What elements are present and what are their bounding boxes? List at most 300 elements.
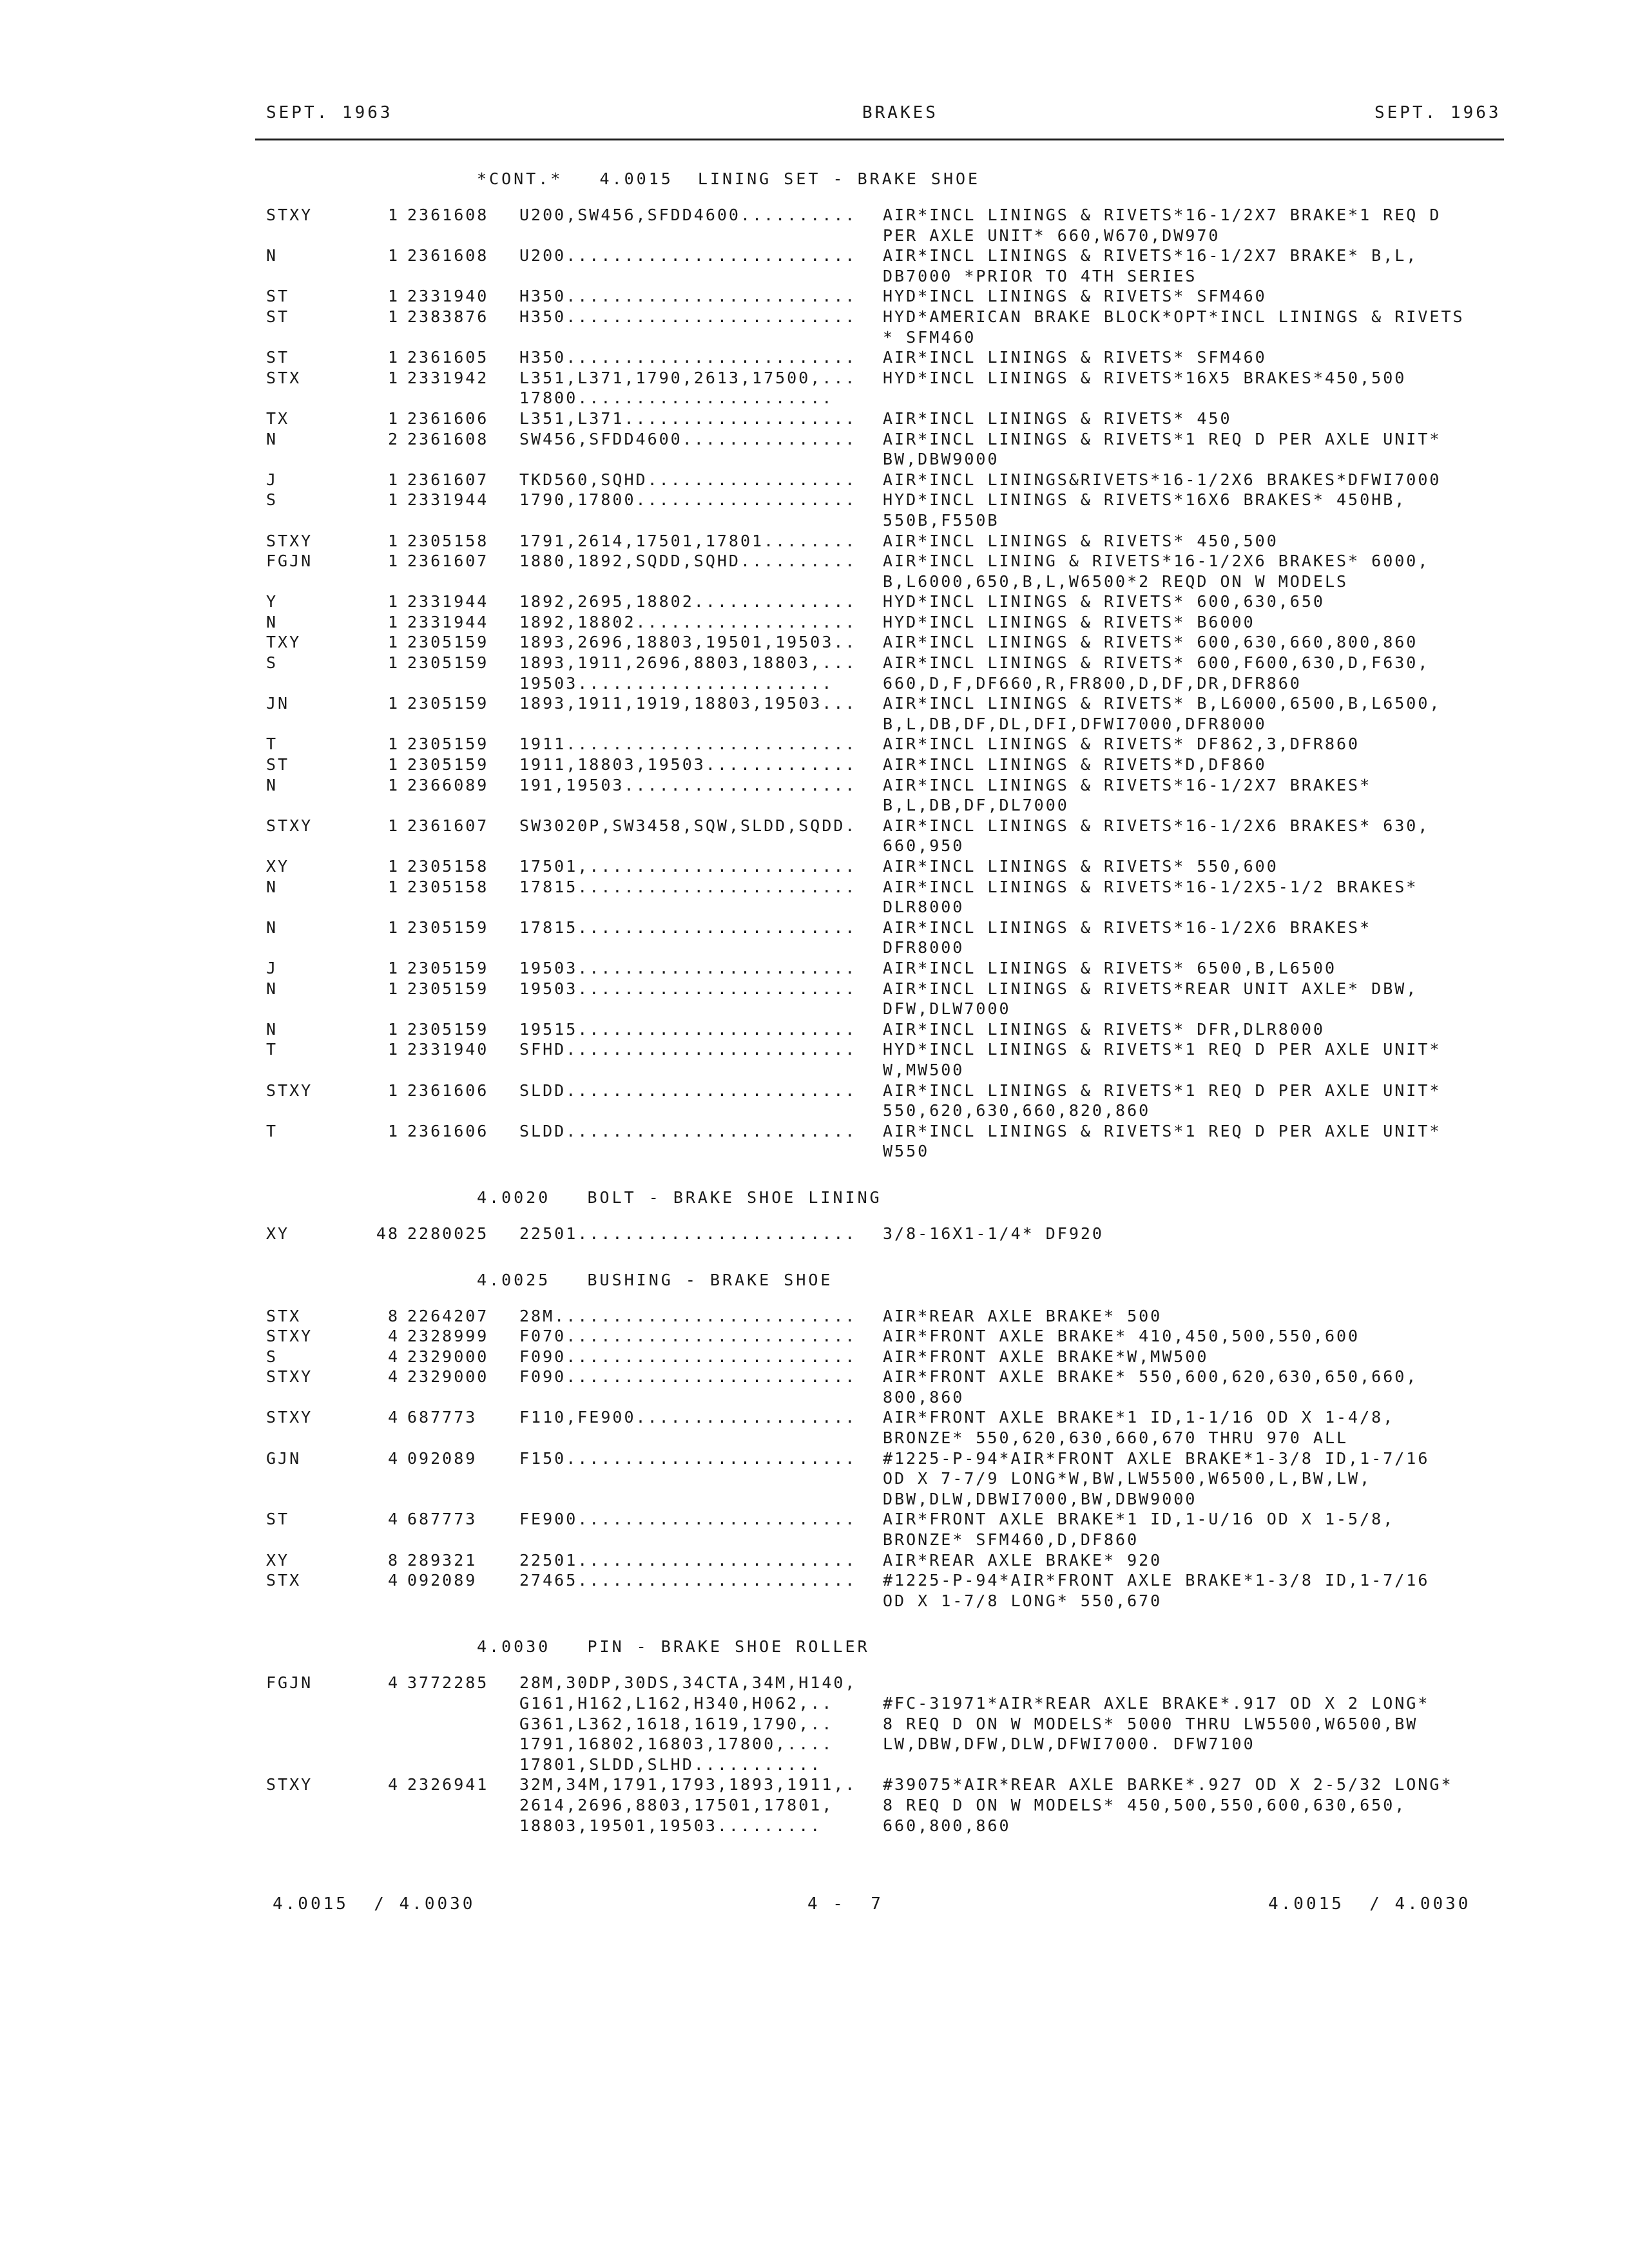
part-number: 2361608: [407, 206, 489, 224]
header-title: BRAKES: [862, 103, 938, 122]
entry-line: [0, 287, 1629, 307]
entry-line: [0, 1040, 1629, 1061]
entry-line: [0, 1673, 1629, 1694]
quantity: 4: [387, 1510, 400, 1529]
model-list: 1911.........................: [519, 735, 857, 754]
entry-line: [0, 694, 1629, 715]
description: BRONZE* 550,620,630,660,670 THRU 970 ALL: [883, 1428, 1349, 1448]
description: B,L6000,650,B,L,W6500*2 REQD ON W MODELS: [883, 572, 1349, 591]
entry-line: [0, 857, 1629, 878]
description: 8 REQ D ON W MODELS* 5000 THRU LW5500,W6500,BW: [883, 1714, 1418, 1733]
catalog-entry: [0, 1367, 1629, 1408]
quantity: 1: [387, 633, 400, 652]
section-heading: [0, 1265, 1629, 1307]
model-list: F150.........................: [519, 1448, 857, 1468]
quantity: 2: [387, 429, 400, 448]
catalog-entry: [0, 735, 1629, 755]
quantity: 1: [387, 490, 400, 510]
catalog-entry: [0, 694, 1629, 735]
model-code: FGJN: [266, 552, 313, 571]
model-list: 32M,34M,1791,1793,1893,1911,.: [519, 1775, 857, 1794]
part-number: 289321: [407, 1550, 477, 1570]
model-list: 19503........................: [519, 979, 857, 998]
model-code: STX: [266, 1571, 302, 1590]
catalog-entry: [0, 816, 1629, 857]
entry-line: [0, 715, 1629, 735]
description: AIR*INCL LININGS & RIVETS* 450: [883, 408, 1232, 428]
model-code: ST: [266, 348, 290, 367]
entry-line: [0, 592, 1629, 613]
model-list: G361,L362,1618,1619,1790,..: [519, 1714, 834, 1733]
entry-line: [0, 1327, 1629, 1347]
part-number: 2305159: [407, 694, 489, 713]
quantity: 1: [387, 735, 400, 754]
catalog-entry: [0, 633, 1629, 653]
quantity: 4: [387, 1775, 400, 1794]
footer-left: 4.0015 / 4.0030: [273, 1894, 476, 1914]
description: AIR*FRONT AXLE BRAKE* 550,600,620,630,650,660,: [883, 1367, 1418, 1387]
model-code: JN: [266, 694, 290, 713]
entry-line: [0, 1101, 1629, 1122]
part-number: 092089: [407, 1571, 477, 1590]
entry-line: [0, 267, 1629, 287]
entry-line: [0, 918, 1629, 939]
description: AIR*INCL LININGS & RIVETS*16-1/2X6 BRAKES* 630,: [883, 816, 1430, 835]
model-list: L351,L371....................: [519, 408, 857, 428]
entry-line: [0, 1551, 1629, 1571]
quantity: 1: [387, 1081, 400, 1100]
quantity: 4: [387, 1347, 400, 1366]
description: DFW,DLW7000: [883, 999, 1011, 1019]
model-list: FE900........................: [519, 1510, 857, 1529]
entry-line: [0, 1469, 1629, 1490]
description: HYD*INCL LININGS & RIVETS* SFM460: [883, 287, 1267, 306]
catalog-entry: [0, 653, 1629, 694]
section-title: 4.0025 BUSHING - BRAKE SHOE: [477, 1270, 833, 1289]
model-list: 19503........................: [519, 958, 857, 977]
description: AIR*INCL LININGS&RIVETS*16-1/2X6 BRAKES*DFWI7000: [883, 470, 1441, 489]
quantity: 1: [387, 1019, 400, 1039]
catalog-entry: [0, 206, 1629, 246]
description: HYD*INCL LININGS & RIVETS* B6000: [883, 612, 1255, 631]
section-title: 4.0020 BOLT - BRAKE SHOE LINING: [477, 1187, 882, 1207]
catalog-entry: [0, 1408, 1629, 1448]
section-spacer: [0, 1611, 1629, 1632]
quantity: 1: [387, 246, 400, 265]
model-list: U200,SW456,SFDD4600..........: [519, 206, 857, 224]
description: 800,860: [883, 1387, 965, 1407]
description: AIR*INCL LININGS & RIVETS*16-1/2X7 BRAKE* B,L,: [883, 246, 1418, 265]
entry-line: [0, 490, 1629, 511]
catalog-entry: [0, 369, 1629, 409]
entry-line: [0, 959, 1629, 979]
quantity: 1: [387, 470, 400, 489]
entry-line: [0, 246, 1629, 267]
description: AIR*INCL LININGS & RIVETS*16-1/2X7 BRAKES*: [883, 775, 1372, 794]
entry-line: [0, 898, 1629, 918]
model-list: 27465........................: [519, 1571, 857, 1590]
part-number: 2361606: [407, 408, 489, 428]
model-code: STXY: [266, 1081, 313, 1100]
model-code: T: [266, 1040, 278, 1059]
catalog-entry: [0, 1020, 1629, 1041]
entry-line: [0, 552, 1629, 572]
part-number: 2305159: [407, 958, 489, 977]
catalog-entry: [0, 1510, 1629, 1550]
model-list: 28M,30DP,30DS,34CTA,34M,H140,: [519, 1673, 857, 1693]
entry-line: [0, 1307, 1629, 1327]
model-code: S: [266, 1347, 278, 1366]
model-list: 22501........................: [519, 1550, 857, 1570]
model-list: 1892,18802...................: [519, 612, 857, 631]
catalog-entry: [0, 878, 1629, 918]
catalog-entry: [0, 613, 1629, 633]
model-code: STX: [266, 1306, 302, 1325]
description: PER AXLE UNIT* 660,W670,DW970: [883, 226, 1220, 245]
catalog-entry: [0, 1551, 1629, 1571]
entry-line: [0, 1694, 1629, 1715]
catalog-entry: [0, 552, 1629, 592]
description: 660,D,F,DF660,R,FR800,D,DF,DR,DFR860: [883, 673, 1302, 693]
entry-line: [0, 409, 1629, 430]
header-date-left: SEPT. 1963: [266, 103, 393, 122]
model-list: F090.........................: [519, 1367, 857, 1387]
description: BRONZE* SFM460,D,DF860: [883, 1530, 1139, 1550]
catalog-entry: [0, 490, 1629, 531]
entry-line: [0, 938, 1629, 959]
parts-catalog-body: [0, 164, 1629, 1836]
description: W,MW500: [883, 1060, 965, 1079]
entry-line: [0, 1591, 1629, 1612]
part-number: 2361608: [407, 429, 489, 448]
quantity: 1: [387, 1121, 400, 1140]
description: DB7000 *PRIOR TO 4TH SERIES: [883, 266, 1197, 285]
quantity: 8: [387, 1550, 400, 1570]
entry-line: [0, 878, 1629, 898]
part-number: 2329000: [407, 1367, 489, 1387]
description: #FC-31971*AIR*REAR AXLE BRAKE*.917 OD X 2 LONG*: [883, 1694, 1430, 1713]
model-list: 1880,1892,SQDD,SQHD..........: [519, 552, 857, 571]
section-heading: [0, 1632, 1629, 1673]
model-list: 22501........................: [519, 1224, 857, 1243]
catalog-entry: [0, 1081, 1629, 1122]
quantity: 1: [387, 206, 400, 224]
quantity: 1: [387, 531, 400, 550]
entry-line: [0, 1020, 1629, 1041]
catalog-entry: [0, 409, 1629, 430]
entry-line: [0, 369, 1629, 389]
model-list: 1911,18803,19503.............: [519, 755, 857, 774]
model-list: 17815........................: [519, 877, 857, 896]
entry-line: [0, 1530, 1629, 1551]
entry-line: [0, 348, 1629, 369]
description: * SFM460: [883, 327, 976, 347]
entry-line: [0, 776, 1629, 796]
quantity: 8: [387, 1306, 400, 1325]
part-number: 2305158: [407, 877, 489, 896]
catalog-entry: [0, 470, 1629, 491]
model-code: N: [266, 429, 278, 448]
part-number: 2305158: [407, 531, 489, 550]
section-heading: [0, 164, 1629, 206]
model-list: 17801,SLDD,SLHD...........: [519, 1754, 822, 1774]
description: DFR8000: [883, 938, 965, 957]
entry-line: [0, 1449, 1629, 1470]
description: AIR*INCL LININGS & RIVETS* DFR,DLR8000: [883, 1019, 1325, 1039]
entry-line: [0, 796, 1629, 816]
catalog-entry: [0, 755, 1629, 776]
entry-line: [0, 206, 1629, 226]
part-number: 2305159: [407, 918, 489, 937]
entry-line: [0, 653, 1629, 674]
model-list: 28M..........................: [519, 1306, 857, 1325]
description: #39075*AIR*REAR AXLE BARKE*.927 OD X 2-5/32 LONG*: [883, 1775, 1453, 1794]
entry-line: [0, 816, 1629, 837]
description: DBW,DLW,DBWI7000,BW,DBW9000: [883, 1489, 1197, 1508]
quantity: 4: [387, 1327, 400, 1346]
quantity: 1: [387, 755, 400, 774]
model-code: FGJN: [266, 1673, 313, 1693]
part-number: 2305159: [407, 979, 489, 998]
quantity: 1: [387, 348, 400, 367]
section-heading: [0, 1183, 1629, 1224]
entry-line: [0, 1510, 1629, 1530]
part-number: 2366089: [407, 775, 489, 794]
model-list: 1893,1911,1919,18803,19503...: [519, 694, 857, 713]
entry-line: [0, 430, 1629, 450]
entry-line: [0, 1490, 1629, 1510]
model-code: N: [266, 918, 278, 937]
model-code: ST: [266, 307, 290, 326]
part-number: 2328999: [407, 1327, 489, 1346]
model-code: STXY: [266, 531, 313, 550]
model-list: 1893,2696,18803,19501,19503..: [519, 633, 857, 652]
footer-right: 4.0015 / 4.0030: [1268, 1894, 1471, 1914]
quantity: 4: [387, 1673, 400, 1693]
description: 8 REQ D ON W MODELS* 450,500,550,600,630,650,: [883, 1795, 1407, 1814]
part-number: 2331944: [407, 612, 489, 631]
entry-line: [0, 1571, 1629, 1591]
model-code: ST: [266, 287, 290, 306]
entry-line: [0, 1122, 1629, 1142]
part-number: 2331944: [407, 592, 489, 611]
entry-line: [0, 1367, 1629, 1388]
model-list: H350.........................: [519, 287, 857, 306]
description: AIR*REAR AXLE BRAKE* 920: [883, 1550, 1162, 1570]
description: #1225-P-94*AIR*FRONT AXLE BRAKE*1-3/8 ID,1-7/16: [883, 1448, 1430, 1468]
part-number: 2305159: [407, 633, 489, 652]
section-title: 4.0030 PIN - BRAKE SHOE ROLLER: [477, 1637, 870, 1657]
description: AIR*INCL LININGS & RIVETS*1 REQ D PER AXLE UNIT*: [883, 1121, 1441, 1140]
entry-line: [0, 1081, 1629, 1102]
part-number: 2361607: [407, 816, 489, 835]
entry-line: [0, 735, 1629, 755]
catalog-entry: [0, 1040, 1629, 1081]
catalog-entry: [0, 1122, 1629, 1162]
quantity: 1: [387, 612, 400, 631]
catalog-entry: [0, 532, 1629, 552]
quantity: 1: [387, 694, 400, 713]
description: AIR*INCL LININGS & RIVETS* SFM460: [883, 348, 1267, 367]
model-code: S: [266, 490, 278, 510]
model-list: F090.........................: [519, 1347, 857, 1366]
description: HYD*INCL LININGS & RIVETS*16X5 BRAKES*450,500: [883, 368, 1407, 387]
catalog-entry: [0, 1224, 1629, 1245]
description: B,L,DB,DF,DL,DFI,DFWI7000,DFR8000: [883, 714, 1267, 733]
description: AIR*INCL LININGS & RIVETS*16-1/2X7 BRAKE*1 REQ D: [883, 206, 1441, 224]
quantity: 1: [387, 307, 400, 326]
model-code: N: [266, 246, 278, 265]
header-date-right: SEPT. 1963: [1374, 103, 1501, 122]
part-number: 2305159: [407, 755, 489, 774]
quantity: 1: [387, 592, 400, 611]
part-number: 2305159: [407, 653, 489, 673]
part-number: 2280025: [407, 1224, 489, 1243]
model-list: U200.........................: [519, 246, 857, 265]
entry-line: [0, 572, 1629, 593]
description: 550B,F550B: [883, 510, 999, 530]
description: W550: [883, 1142, 930, 1161]
quantity: 4: [387, 1448, 400, 1468]
quantity: 1: [387, 287, 400, 306]
description: AIR*INCL LININGS & RIVETS* 6500,B,L6500: [883, 958, 1336, 977]
part-number: 2305159: [407, 1019, 489, 1039]
catalog-entry: [0, 1673, 1629, 1775]
part-number: 2361608: [407, 246, 489, 265]
description: HYD*INCL LININGS & RIVETS*1 REQ D PER AXLE UNIT*: [883, 1040, 1441, 1059]
model-code: N: [266, 775, 278, 794]
part-number: 2331940: [407, 1040, 489, 1059]
description: AIR*FRONT AXLE BRAKE*1 ID,1-U/16 OD X 1-5/8,: [883, 1510, 1395, 1529]
model-list: F070.........................: [519, 1327, 857, 1346]
model-list: 1790,17800...................: [519, 490, 857, 510]
model-list: 19515........................: [519, 1019, 857, 1039]
entry-line: [0, 633, 1629, 653]
part-number: 2361606: [407, 1121, 489, 1140]
entry-line: [0, 328, 1629, 349]
entry-line: [0, 450, 1629, 470]
part-number: 2383876: [407, 307, 489, 326]
quantity: 1: [387, 1040, 400, 1059]
description: 550,620,630,660,820,860: [883, 1101, 1151, 1120]
quantity: 1: [387, 877, 400, 896]
entry-line: [0, 1816, 1629, 1837]
quantity: 4: [387, 1367, 400, 1387]
quantity: 1: [387, 552, 400, 571]
description: BW,DBW9000: [883, 450, 999, 469]
entry-line: [0, 999, 1629, 1020]
catalog-entry: [0, 348, 1629, 369]
entry-line: [0, 226, 1629, 247]
quantity: 1: [387, 653, 400, 673]
model-list: TKD560,SQHD..................: [519, 470, 857, 489]
catalog-entry: [0, 1307, 1629, 1327]
description: DLR8000: [883, 898, 965, 917]
catalog-entry: [0, 1775, 1629, 1836]
quantity: 1: [387, 816, 400, 835]
part-number: 2264207: [407, 1306, 489, 1325]
part-number: 2305159: [407, 735, 489, 754]
description: B,L,DB,DF,DL7000: [883, 796, 1069, 815]
entry-line: [0, 307, 1629, 328]
model-list: SW3020P,SW3458,SQW,SLDD,SQDD.: [519, 816, 857, 835]
entry-line: [0, 1755, 1629, 1776]
model-list: SFHD.........................: [519, 1040, 857, 1059]
model-code: STXY: [266, 816, 313, 835]
description: 660,950: [883, 836, 965, 856]
model-list: L351,L371,1790,2613,17500,...: [519, 368, 857, 387]
model-list: 1791,2614,17501,17801........: [519, 531, 857, 550]
description: AIR*INCL LININGS & RIVETS*1 REQ D PER AXLE UNIT*: [883, 1081, 1441, 1100]
model-list: G161,H162,L162,H340,H062,..: [519, 1694, 834, 1713]
model-code: N: [266, 979, 278, 998]
entry-line: [0, 1347, 1629, 1368]
part-number: 2361606: [407, 1081, 489, 1100]
description: AIR*INCL LININGS & RIVETS*16-1/2X6 BRAKES*: [883, 918, 1372, 937]
description: AIR*FRONT AXLE BRAKE*W,MW500: [883, 1347, 1209, 1366]
model-code: STXY: [266, 1775, 313, 1794]
model-code: XY: [266, 857, 290, 876]
catalog-entry: [0, 776, 1629, 816]
model-list: SLDD.........................: [519, 1081, 857, 1100]
catalog-entry: [0, 287, 1629, 307]
model-code: ST: [266, 755, 290, 774]
quantity: 4: [387, 1408, 400, 1427]
model-list: SW456,SFDD4600...............: [519, 429, 857, 448]
description: #1225-P-94*AIR*FRONT AXLE BRAKE*1-3/8 ID,1-7/16: [883, 1571, 1430, 1590]
entry-line: [0, 511, 1629, 532]
part-number: 2361607: [407, 470, 489, 489]
part-number: 2329000: [407, 1347, 489, 1366]
model-code: TX: [266, 408, 290, 428]
model-code: STXY: [266, 206, 313, 224]
description: AIR*INCL LININGS & RIVETS* 600,630,660,800,860: [883, 633, 1418, 652]
model-list: F110,FE900...................: [519, 1408, 857, 1427]
model-code: N: [266, 877, 278, 896]
model-code: ST: [266, 1510, 290, 1529]
entry-line: [0, 1735, 1629, 1755]
catalog-entry: [0, 246, 1629, 287]
model-list: 18803,19501,19503.........: [519, 1816, 822, 1835]
model-code: T: [266, 735, 278, 754]
entry-line: [0, 1224, 1629, 1245]
part-number: 3772285: [407, 1673, 489, 1693]
quantity: 48: [376, 1224, 400, 1243]
description: AIR*FRONT AXLE BRAKE*1 ID,1-1/16 OD X 1-4/8,: [883, 1408, 1395, 1427]
quantity: 1: [387, 368, 400, 387]
section-spacer: [0, 1162, 1629, 1183]
catalog-entry: [0, 1449, 1629, 1510]
description: AIR*INCL LININGS & RIVETS* 550,600: [883, 857, 1278, 876]
model-list: 17800......................: [519, 389, 834, 408]
model-code: N: [266, 612, 278, 631]
quantity: 1: [387, 408, 400, 428]
part-number: 687773: [407, 1408, 477, 1427]
model-code: TXY: [266, 633, 302, 652]
description: AIR*INCL LININGS & RIVETS*16-1/2X5-1/2 BRAKES*: [883, 877, 1418, 896]
header-rule: [255, 139, 1504, 140]
model-code: STXY: [266, 1367, 313, 1387]
description: OD X 1-7/8 LONG* 550,670: [883, 1591, 1162, 1610]
catalog-entry: [0, 979, 1629, 1020]
description: 3/8-16X1-1/4* DF920: [883, 1224, 1104, 1243]
model-code: STXY: [266, 1408, 313, 1427]
catalog-entry: [0, 430, 1629, 470]
entry-line: [0, 1408, 1629, 1428]
description: AIR*REAR AXLE BRAKE* 500: [883, 1306, 1162, 1325]
description: OD X 7-7/9 LONG*W,BW,LW5500,W6500,L,BW,LW,: [883, 1469, 1372, 1488]
entry-line: [0, 1775, 1629, 1796]
